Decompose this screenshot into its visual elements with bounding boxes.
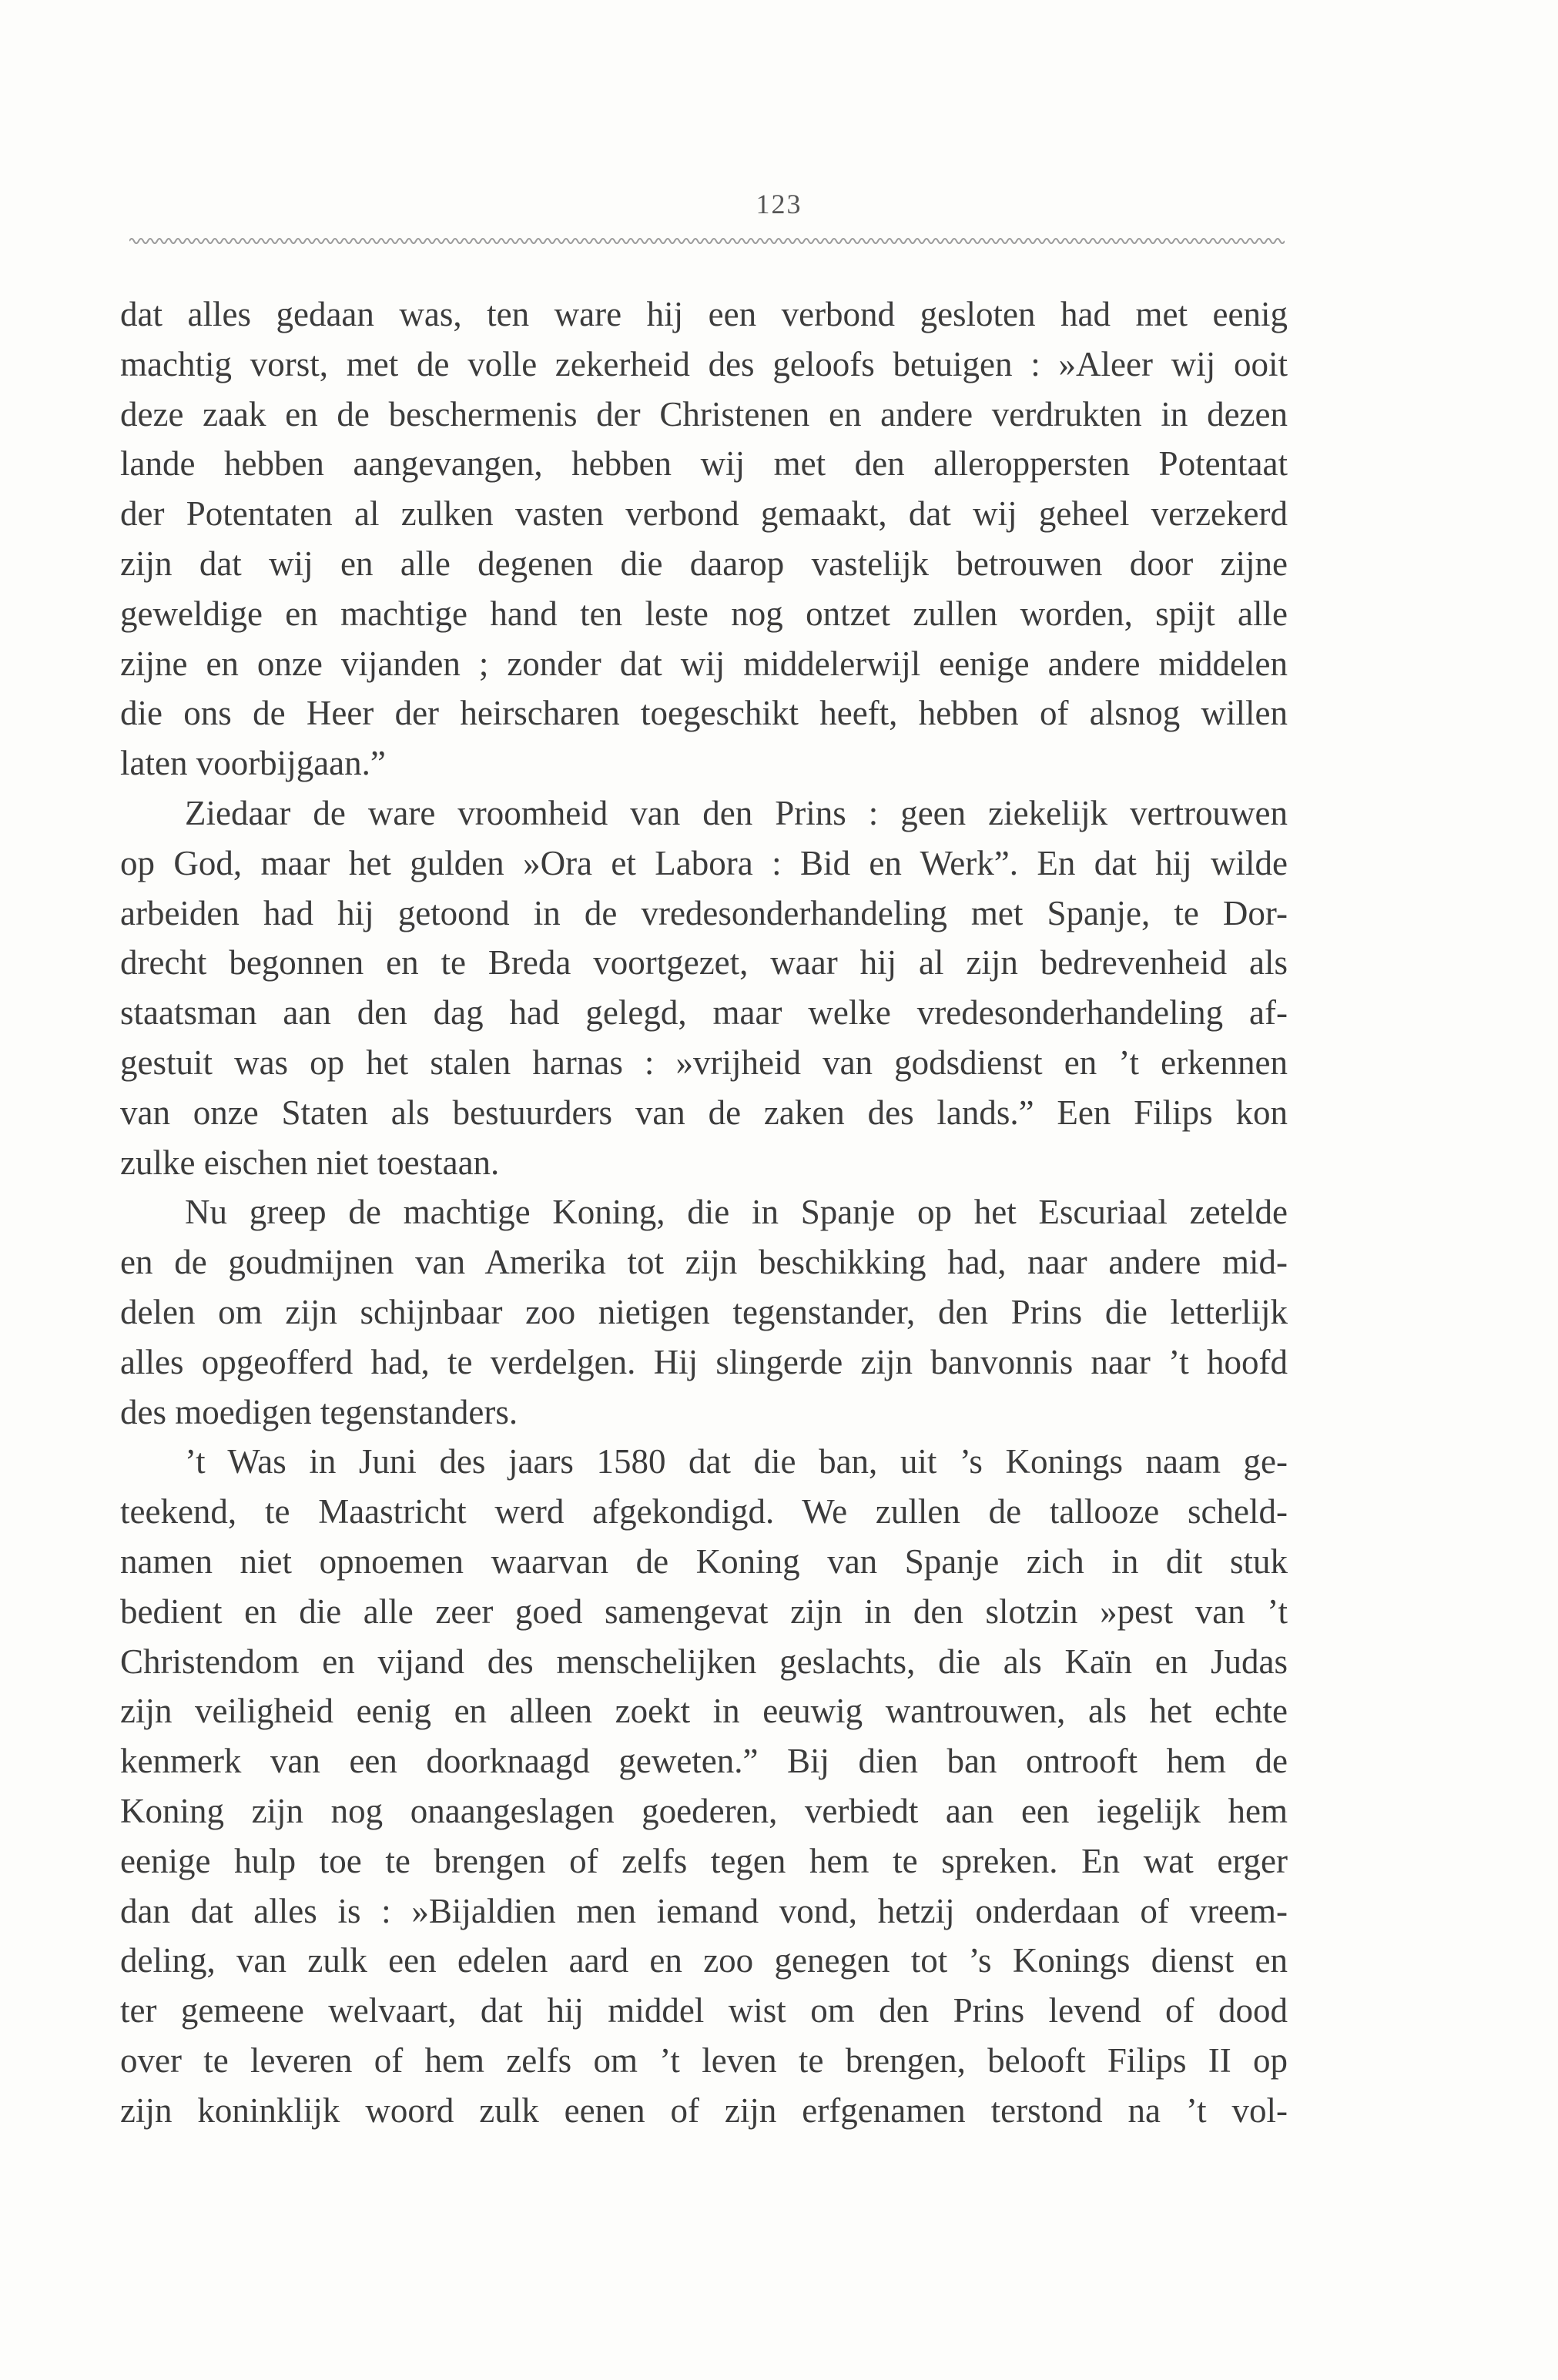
text-line: teekend, te Maastricht werd afgekondigd. We zullen de tallooze scheld-: [120, 1492, 1288, 1531]
text-line: zijn koninklijk woord zulk eenen of zijn erfgenamen terstond na ’t vol-: [120, 2090, 1288, 2130]
text-line: Koning zijn nog onaangeslagen goederen, verbiedt aan een iegelijk hem: [120, 1791, 1288, 1830]
text-line: zijne en onze vijanden ; zonder dat wij middelerwijl eenige andere middelen: [120, 644, 1288, 683]
text-line: eenige hulp toe te brengen of zelfs tegen hem te spreken. En wat erger: [120, 1841, 1288, 1880]
text-line: die ons de Heer der heirscharen toegeschikt heeft, hebben of alsnog willen: [120, 694, 1288, 733]
text-line: deze zaak en de beschermenis der Christenen en andere verdrukten in dezen: [120, 394, 1288, 433]
text-line: op God, maar het gulden »Ora et Labora : Bid en Werk”. En dat hij wilde: [120, 843, 1288, 882]
text-line: lande hebben aangevangen, hebben wij met den alleroppersten Potentaat: [120, 444, 1288, 484]
paragraph: [120, 1437, 1288, 2135]
text-line: alles opgeofferd had, te verdelgen. Hij slingerde zijn banvonnis naar ’t hoofd: [120, 1342, 1288, 1381]
text-line: laten voorbijgaan.”: [120, 744, 386, 783]
wavy-rule: [129, 233, 1285, 249]
text-line: drecht begonnen en te Breda voortgezet, waar hij al zijn bedrevenheid als: [120, 943, 1288, 982]
text-line: Nu greep de machtige Koning, die in Spanje op het Escuriaal zetelde: [185, 1193, 1288, 1232]
text-line: deling, van zulk een edelen aard en zoo genegen tot ’s Konings dienst en: [120, 1941, 1288, 1980]
text-line: arbeiden had hij getoond in de vredesonderhandeling met Spanje, te Dor-: [120, 893, 1288, 932]
paragraph: [120, 788, 1288, 1187]
text-line: zijn dat wij en alle degenen die daarop vastelijk betrouwen door zijne: [120, 544, 1288, 583]
text-line: bedient en die alle zeer goed samengevat zijn in den slotzin »pest van ’t: [120, 1592, 1288, 1631]
paragraph: [120, 1187, 1288, 1437]
page-number: 123: [756, 189, 802, 219]
text-line: ter gemeene welvaart, dat hij middel wist om den Prins levend of dood: [120, 1991, 1288, 2030]
text-line: over te leveren of hem zelfs om ’t leven te brengen, belooft Filips II op: [120, 2040, 1288, 2080]
text-line: der Potentaten al zulken vasten verbond gemaakt, dat wij geheel verzekerd: [120, 494, 1288, 534]
text-line: staatsman aan den dag had gelegd, maar welke vredesonderhandeling af-: [120, 993, 1288, 1033]
text-line: ’t Was in Juni des jaars 1580 dat die ban, uit ’s Konings naam ge-: [185, 1442, 1288, 1481]
text-line: delen om zijn schijnbaar zoo nietigen tegenstander, den Prins die letterlijk: [120, 1292, 1288, 1331]
text-line: Ziedaar de ware vroomheid van den Prins : geen ziekelijk vertrouwen: [185, 793, 1288, 832]
text-line: dan dat alles is : »Bijaldien men iemand vond, hetzij onderdaan of vreem-: [120, 1891, 1288, 1930]
text-line: Christendom en vijand des menschelijken geslachts, die als Kaïn en Judas: [120, 1642, 1288, 1681]
text-line: namen niet opnoemen waarvan de Koning van Spanje zich in dit stuk: [120, 1541, 1288, 1581]
paragraph: [120, 290, 1288, 788]
body-text: [120, 290, 1288, 2135]
text-line: kenmerk van een doorknaagd geweten.” Bij dien ban ontrooft hem de: [120, 1742, 1288, 1781]
text-line: zulke eischen niet toestaan.: [120, 1143, 500, 1182]
text-line: dat alles gedaan was, ten ware hij een verbond gesloten had met eenig: [120, 295, 1288, 333]
text-line: machtig vorst, met de volle zekerheid des geloofs betuigen : »Aleer wij ooit: [120, 344, 1288, 383]
text-line: geweldige en machtige hand ten leste nog ontzet zullen worden, spijt alle: [120, 594, 1288, 633]
text-line: gestuit was op het stalen harnas : »vrijheid van godsdienst en ’t erkennen: [120, 1043, 1288, 1082]
text-line: zijn veiligheid eenig en alleen zoekt in eeuwig wantrouwen, als het echte: [120, 1692, 1288, 1731]
text-line: des moedigen tegenstanders.: [120, 1392, 518, 1431]
text-line: van onze Staten als bestuurders van de zaken des lands.” Een Filips kon: [120, 1093, 1288, 1132]
text-line: en de goudmijnen van Amerika tot zijn beschikking had, naar andere mid-: [120, 1243, 1288, 1282]
